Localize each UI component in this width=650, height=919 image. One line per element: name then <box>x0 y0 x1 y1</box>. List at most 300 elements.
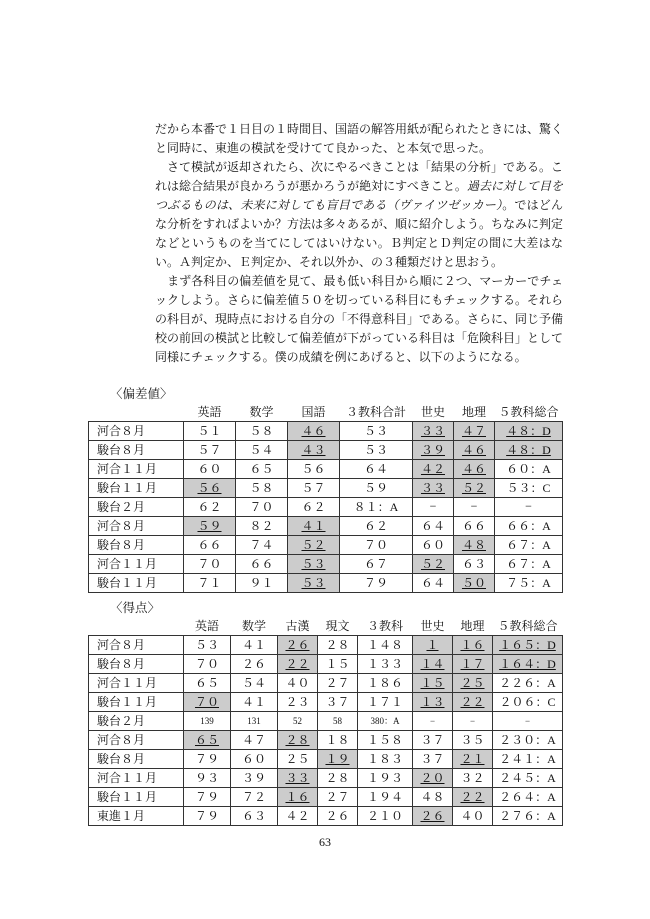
score-value: ２１ <box>460 752 485 766</box>
score-value: ２０ <box>420 771 445 785</box>
score-value: ５２ <box>301 538 326 552</box>
score-cell <box>413 516 454 535</box>
score-cell <box>288 478 340 497</box>
score-value: ４８ <box>420 790 445 804</box>
score-cell <box>413 768 453 787</box>
header-row <box>89 616 563 635</box>
score-value: − <box>524 715 531 726</box>
score-cell <box>453 749 493 768</box>
score-cell <box>236 516 288 535</box>
score-cell <box>184 535 236 554</box>
score-cell <box>318 749 358 768</box>
score-value: ３２ <box>460 771 485 785</box>
score-cell <box>184 749 231 768</box>
score-cell <box>453 635 493 654</box>
score-value: ３３ <box>420 424 445 438</box>
score-value: ２５ <box>285 752 310 766</box>
score-cell <box>184 421 236 440</box>
paragraph-2 <box>155 158 563 272</box>
column-header: 地理 <box>461 404 486 419</box>
score-value: ６２ <box>197 500 222 514</box>
score-cell <box>413 787 453 806</box>
score-cell <box>413 554 454 573</box>
paragraph-2-lead: さて模試が返却されたら、次にやるべきことは「結果の分析」である。これは総合結果が良かろうが悪かろうが絶対にすべきこと。 <box>155 160 564 193</box>
score-value: １４８ <box>366 638 403 652</box>
score-value: １５ <box>325 657 350 671</box>
score-value: 380：A <box>370 716 400 726</box>
score-cell <box>340 573 413 592</box>
score-value: ２２ <box>460 695 485 709</box>
score-cell <box>495 516 563 535</box>
score-value: ５６ <box>197 481 222 495</box>
score-value: ２３ <box>285 695 310 709</box>
column-header: 世史 <box>420 404 445 419</box>
score-cell <box>236 421 288 440</box>
score-cell <box>236 535 288 554</box>
score-value: ４２ <box>420 462 445 476</box>
column-header: 英語 <box>197 404 222 419</box>
table-row <box>89 806 563 825</box>
score-cell <box>358 635 413 654</box>
score-cell <box>288 535 340 554</box>
row-label: 河合８月 <box>89 635 184 654</box>
table-row <box>89 421 563 440</box>
score-cell <box>413 654 453 673</box>
column-header: 数学 <box>249 404 274 419</box>
score-cell <box>184 673 231 692</box>
score-cell <box>358 806 413 825</box>
score-value: ６０ <box>197 462 222 476</box>
score-cell <box>231 806 278 825</box>
score-cell <box>454 478 495 497</box>
score-cell <box>493 749 563 768</box>
score-cell <box>318 692 358 711</box>
score-cell <box>184 730 231 749</box>
score-value: ２７ <box>325 676 350 690</box>
score-value: １５８ <box>366 733 403 747</box>
table-row <box>89 516 563 535</box>
score-value: １５ <box>420 676 445 690</box>
score-value: ７１ <box>197 576 222 590</box>
paragraph-2-quote: 過去に対して目をつぶるものは、未来に対しても盲目である（ヴァイツゼッカー） <box>155 179 563 212</box>
score-value: ２８ <box>325 771 350 785</box>
score-cell <box>236 573 288 592</box>
score-value: ５６ <box>301 462 326 476</box>
table-row <box>89 478 563 497</box>
table-row <box>89 749 563 768</box>
score-value: ６７：A <box>506 538 551 552</box>
corner-cell <box>89 402 184 421</box>
score-value: ４６ <box>301 424 326 438</box>
score-table <box>88 616 563 826</box>
score-cell <box>184 806 231 825</box>
table-row <box>89 554 563 573</box>
score-value: ６３ <box>241 809 266 823</box>
score-cell <box>493 635 563 654</box>
table-row <box>89 768 563 787</box>
score-value: ４６ <box>461 443 486 457</box>
column-header: ３教科合計 <box>345 404 406 419</box>
score-cell <box>231 730 278 749</box>
score-cell <box>318 787 358 806</box>
page-number: 63 <box>319 835 331 849</box>
score-cell <box>358 673 413 692</box>
score-value: ７０ <box>363 538 388 552</box>
score-value: １６４：D <box>499 657 556 671</box>
row-label: 河合１１月 <box>89 768 184 787</box>
table-row <box>89 440 563 459</box>
score-value: ５３ <box>301 557 326 571</box>
score-cell <box>278 787 318 806</box>
score-cell <box>453 711 493 730</box>
score-cell <box>495 421 563 440</box>
score-cell <box>318 635 358 654</box>
score-value: １６５：D <box>499 638 556 652</box>
score-value: ２８ <box>325 638 350 652</box>
table-row <box>89 459 563 478</box>
score-value: ６２ <box>363 519 388 533</box>
table-row <box>89 635 563 654</box>
row-label: 駿台１１月 <box>89 692 184 711</box>
score-cell <box>413 573 454 592</box>
score-cell <box>453 692 493 711</box>
row-label: 駿台８月 <box>89 535 184 554</box>
score-cell <box>413 692 453 711</box>
row-label: 駿台２月 <box>89 497 184 516</box>
score-value: ６０：A <box>506 462 551 476</box>
score-cell <box>318 730 358 749</box>
score-cell <box>413 730 453 749</box>
score-cell <box>340 478 413 497</box>
row-label: 駿台１１月 <box>89 573 184 592</box>
score-value: ４７ <box>461 424 486 438</box>
column-header: 英語 <box>194 618 219 633</box>
score-value: １９ <box>325 752 350 766</box>
row-label: 河合８月 <box>89 421 184 440</box>
score-cell <box>236 497 288 516</box>
score-value: ２２６：A <box>499 676 556 690</box>
score-cell <box>495 535 563 554</box>
score-value: ５３ <box>363 424 388 438</box>
score-value: ５３：C <box>506 481 551 495</box>
score-value: １８６ <box>366 676 403 690</box>
score-value: ２６ <box>325 809 350 823</box>
column-header: 地理 <box>460 618 485 633</box>
score-cell <box>358 654 413 673</box>
score-cell <box>184 768 231 787</box>
paragraph-1: だから本番で１日目の１時間目、国語の解答用紙が配られたときには、驚くと同時に、東進の模試を受けてて良かった、と本気で思った。 <box>155 122 564 155</box>
score-cell <box>184 692 231 711</box>
score-value: ５９ <box>363 481 388 495</box>
score-value: ５２ <box>420 557 445 571</box>
score-cell <box>184 711 231 730</box>
score-cell <box>454 573 495 592</box>
score-cell <box>493 730 563 749</box>
score-value: ２６ <box>285 638 310 652</box>
score-cell <box>340 421 413 440</box>
score-cell <box>454 421 495 440</box>
score-cell <box>231 711 278 730</box>
score-cell <box>288 497 340 516</box>
score-value: ６０ <box>420 538 445 552</box>
score-value: ２７ <box>325 790 350 804</box>
table-row <box>89 711 563 730</box>
score-value: ７２ <box>241 790 266 804</box>
score-cell <box>495 440 563 459</box>
score-cell <box>231 692 278 711</box>
score-value: ４７ <box>241 733 266 747</box>
score-cell <box>493 711 563 730</box>
score-value: ２６ <box>420 809 445 823</box>
score-cell <box>453 673 493 692</box>
score-cell <box>358 768 413 787</box>
row-label: 河合１１月 <box>89 459 184 478</box>
score-cell <box>493 806 563 825</box>
score-cell <box>495 554 563 573</box>
score-value: ５３ <box>301 576 326 590</box>
score-value: ２２ <box>285 657 310 671</box>
score-cell <box>236 440 288 459</box>
score-cell <box>236 554 288 573</box>
score-value: １８ <box>325 733 350 747</box>
score-value: ５８ <box>249 424 274 438</box>
score-cell <box>231 768 278 787</box>
score-cell <box>184 787 231 806</box>
score-value: 131 <box>247 715 261 726</box>
score-value: ５７ <box>301 481 326 495</box>
header-row <box>89 402 563 421</box>
row-label: 駿台８月 <box>89 440 184 459</box>
score-cell <box>413 497 454 516</box>
score-cell <box>288 421 340 440</box>
score-cell <box>358 711 413 730</box>
score-value: ３７ <box>420 752 445 766</box>
score-value: ５３ <box>194 638 219 652</box>
score-cell <box>278 749 318 768</box>
score-cell <box>493 692 563 711</box>
score-cell <box>184 478 236 497</box>
score-value: ４８ <box>461 538 486 552</box>
score-cell <box>413 478 454 497</box>
row-label: 駿台８月 <box>89 654 184 673</box>
score-value: １８３ <box>366 752 403 766</box>
table-row <box>89 787 563 806</box>
score-cell <box>231 654 278 673</box>
score-cell <box>495 497 563 516</box>
score-cell <box>453 730 493 749</box>
score-cell <box>340 535 413 554</box>
score-cell <box>495 573 563 592</box>
table-row <box>89 673 563 692</box>
column-header: 現文 <box>325 618 350 633</box>
score-value: ４０ <box>285 676 310 690</box>
score-cell <box>288 440 340 459</box>
score-cell <box>454 554 495 573</box>
score-cell <box>453 654 493 673</box>
score-value: ６２ <box>301 500 326 514</box>
score-cell <box>493 673 563 692</box>
score-value: ２７６：A <box>499 809 556 823</box>
score-cell <box>318 711 358 730</box>
score-value: ２５ <box>460 676 485 690</box>
score-value: １３ <box>420 695 445 709</box>
score-value: １７１ <box>366 695 403 709</box>
score-value: ６０ <box>241 752 266 766</box>
score-value: ４２ <box>285 809 310 823</box>
score-cell <box>184 440 236 459</box>
table-row <box>89 654 563 673</box>
row-label: 駿台１１月 <box>89 478 184 497</box>
score-cell <box>493 654 563 673</box>
score-cell <box>278 635 318 654</box>
row-label: 駿台２月 <box>89 711 184 730</box>
score-value: 58 <box>333 715 342 726</box>
score-value: ９１ <box>249 576 274 590</box>
score-cell <box>278 730 318 749</box>
score-value: ４１ <box>241 638 266 652</box>
score-value: ３９ <box>420 443 445 457</box>
table-row <box>89 535 563 554</box>
score-cell <box>413 711 453 730</box>
score-cell <box>453 768 493 787</box>
score-value: ５９ <box>197 519 222 533</box>
score-value: １７ <box>460 657 485 671</box>
score-cell <box>453 806 493 825</box>
score-value: 139 <box>200 715 214 726</box>
score-value: ８２ <box>249 519 274 533</box>
column-header: 世史 <box>420 618 445 633</box>
score-cell <box>454 535 495 554</box>
score-cell <box>413 673 453 692</box>
score-value: − <box>525 499 532 513</box>
score-cell <box>413 635 453 654</box>
score-cell <box>278 692 318 711</box>
score-cell <box>358 749 413 768</box>
column-header: 数学 <box>241 618 266 633</box>
score-cell <box>413 421 454 440</box>
score-cell <box>493 787 563 806</box>
score-value: ５０ <box>461 576 486 590</box>
score-value: ７０ <box>197 557 222 571</box>
score-value: ３５ <box>460 733 485 747</box>
body-text <box>155 120 563 367</box>
score-value: ６６ <box>249 557 274 571</box>
paragraph-3: まず各科目の偏差値を見て、最も低い科目から順に２つ、マーカーでチェックしよう。さらに偏差値５０を切っている科目にもチェックする。それらの科目が、現時点における自分の「不得意科目」である。さらに、同じ予備校の前回の模試と比較して偏差値が下がっている科目は「危険科目」として同様にチェックする。僕の成績を例にあげると、以下のようになる。 <box>155 274 564 364</box>
score-value: − <box>469 715 476 726</box>
score-cell <box>340 497 413 516</box>
row-label: 河合８月 <box>89 730 184 749</box>
score-cell <box>184 573 236 592</box>
score-cell <box>340 459 413 478</box>
score-value: １９３ <box>366 771 403 785</box>
score-cell <box>493 768 563 787</box>
score-cell <box>278 654 318 673</box>
score-cell <box>454 516 495 535</box>
score-value: ６７ <box>363 557 388 571</box>
score-value: ７９ <box>194 809 219 823</box>
column-header: ３教科 <box>366 618 403 633</box>
score-cell <box>318 654 358 673</box>
score-cell <box>236 478 288 497</box>
score-value: ６５ <box>194 733 219 747</box>
score-value: ８１：A <box>353 500 399 514</box>
corner-cell <box>89 616 184 635</box>
score-value: − <box>429 715 436 726</box>
score-cell <box>495 478 563 497</box>
score-value: ７９ <box>194 790 219 804</box>
score-value: ３７ <box>325 695 350 709</box>
score-value: ２２ <box>460 790 485 804</box>
score-value: ６６：A <box>506 519 551 533</box>
score-cell <box>358 787 413 806</box>
score-cell <box>288 516 340 535</box>
score-cell <box>318 673 358 692</box>
score-value: ４８：D <box>506 424 551 438</box>
score-cell <box>358 730 413 749</box>
score-value: ６４ <box>420 576 445 590</box>
row-label: 駿台８月 <box>89 749 184 768</box>
score-value: ３３ <box>285 771 310 785</box>
score-value: ６６ <box>197 538 222 552</box>
score-value: １ <box>426 638 439 652</box>
score-cell <box>454 459 495 478</box>
score-cell <box>231 673 278 692</box>
row-label: 河合８月 <box>89 516 184 535</box>
score-cell <box>340 440 413 459</box>
score-value: １６ <box>285 790 310 804</box>
score-value: ６５ <box>194 676 219 690</box>
score-cell <box>278 673 318 692</box>
score-value: ６７：A <box>506 557 551 571</box>
row-label: 河合１１月 <box>89 554 184 573</box>
column-header: ５教科総合 <box>497 618 558 633</box>
score-value: ７０ <box>194 657 219 671</box>
score-cell <box>454 497 495 516</box>
score-value: ２８ <box>285 733 310 747</box>
score-value: ５７ <box>197 443 222 457</box>
score-value: ２４５：A <box>499 771 556 785</box>
score-cell <box>358 692 413 711</box>
score-cell <box>288 554 340 573</box>
score-cell <box>231 635 278 654</box>
score-cell <box>231 749 278 768</box>
deviation-table <box>88 402 563 593</box>
score-cell <box>453 787 493 806</box>
score-value: ３３ <box>420 481 445 495</box>
score-cell <box>184 516 236 535</box>
score-cell <box>278 806 318 825</box>
score-value: ５８ <box>249 481 274 495</box>
table-row <box>89 497 563 516</box>
score-value: ６４ <box>420 519 445 533</box>
score-value: ３９ <box>241 771 266 785</box>
score-value: ２６ <box>241 657 266 671</box>
table-row <box>89 573 563 592</box>
score-value: ６５ <box>249 462 274 476</box>
score-value: ６４ <box>363 462 388 476</box>
score-value: ４８：D <box>506 443 551 457</box>
score-value: ５４ <box>249 443 274 457</box>
column-header: 国語 <box>301 404 326 419</box>
score-value: ５２ <box>461 481 486 495</box>
score-value: ９３ <box>194 771 219 785</box>
score-cell <box>288 573 340 592</box>
score-cell <box>184 554 236 573</box>
score-cell <box>184 635 231 654</box>
deviation-table-caption: 〈偏差値〉 <box>110 387 173 401</box>
score-value: ７５：A <box>506 576 551 590</box>
score-cell <box>184 497 236 516</box>
